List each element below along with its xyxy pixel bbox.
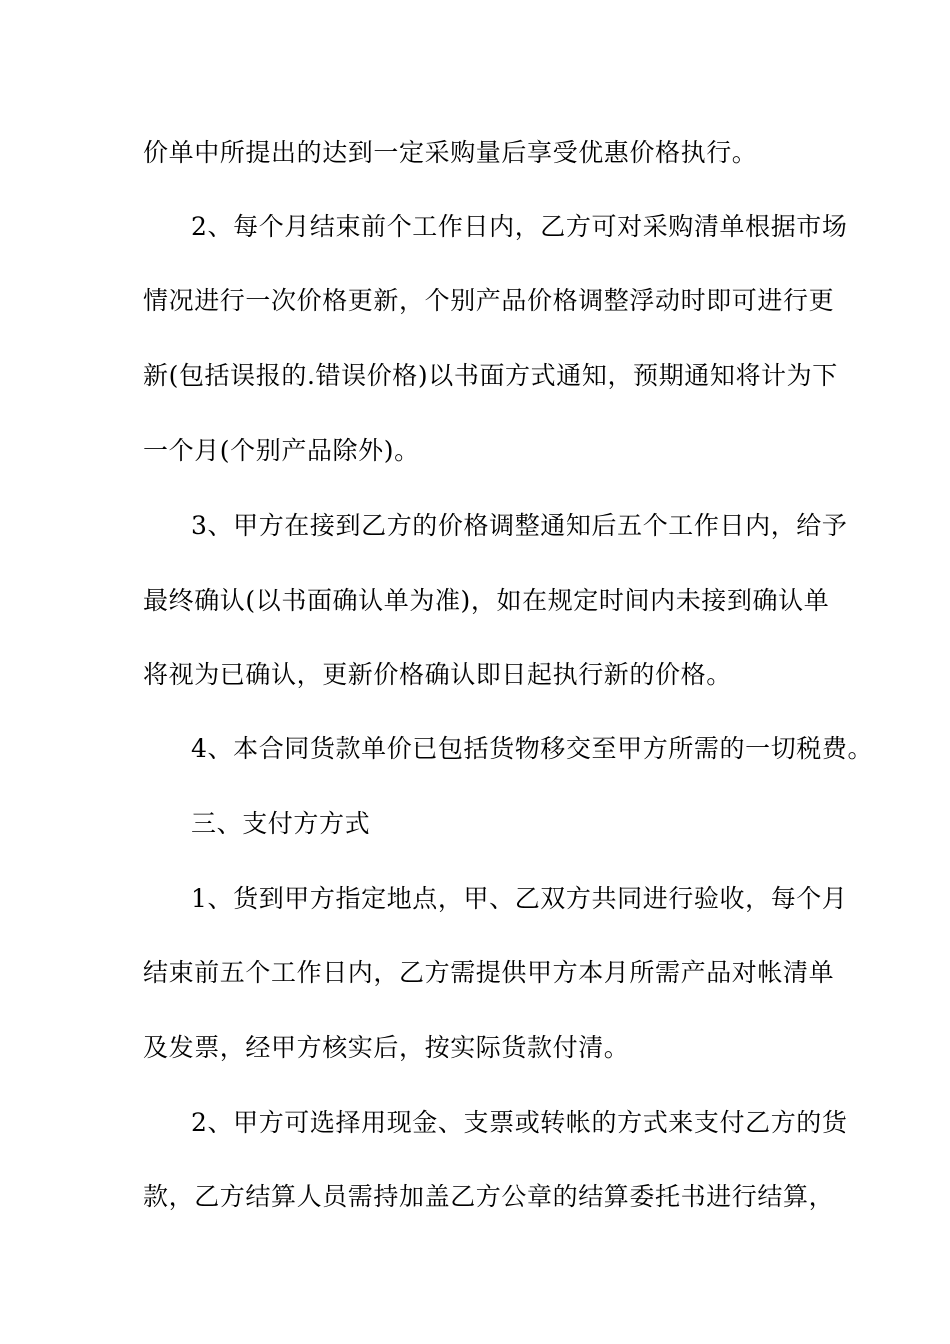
text-line-6: 3、甲方在接到乙方的价格调整通知后五个工作日内，给予 (191, 511, 848, 540)
text-line-15: 款，乙方结算人员需持加盖乙方公章的结算委托书进行结算， (143, 1182, 835, 1211)
text-line-4: 新(包括误报的.错误价格)以书面方式通知，预期通知将计为下 (143, 361, 838, 390)
text-line-14: 2、甲方可选择用现金、支票或转帐的方式来支付乙方的货 (191, 1108, 848, 1137)
section-heading: 三、支付方方式 (191, 809, 371, 838)
text-line-12: 结束前五个工作日内，乙方需提供甲方本月所需产品对帐清单 (143, 958, 835, 987)
text-line-5: 一个月(个别产品除外)。 (143, 436, 420, 465)
text-line-7: 最终确认(以书面确认单为准)，如在规定时间内未接到确认单 (143, 586, 830, 615)
text-line-2: 2、每个月结束前个工作日内，乙方可对采购清单根据市场 (191, 212, 848, 241)
text-line-3: 情况进行一次价格更新，个别产品价格调整浮动时即可进行更 (143, 286, 835, 315)
text-line-13: 及发票，经甲方核实后，按实际货款付清。 (143, 1033, 630, 1062)
text-line-11: 1、货到甲方指定地点，甲、乙双方共同进行验收，每个月 (191, 884, 848, 913)
text-line-9: 4、本合同货款单价已包括货物移交至甲方所需的一切税费。 (191, 734, 874, 763)
text-line-1: 价单中所提出的达到一定采购量后享受优惠价格执行。 (143, 138, 758, 167)
text-line-8: 将视为已确认，更新价格确认即日起执行新的价格。 (143, 660, 732, 689)
